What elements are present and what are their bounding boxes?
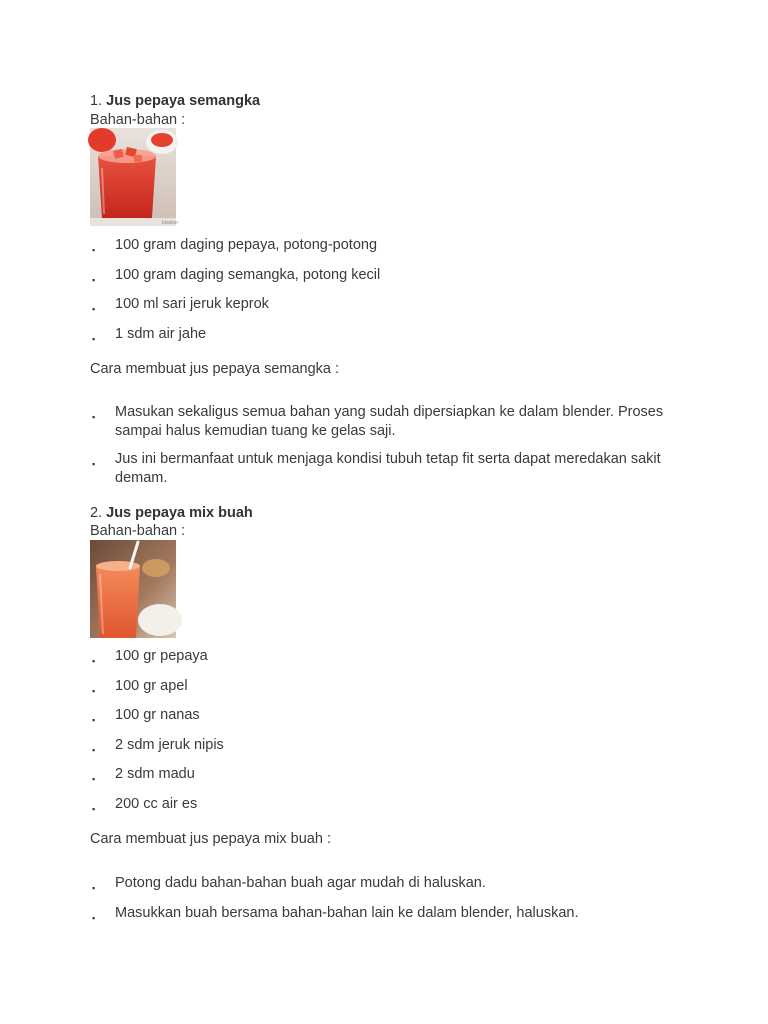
image-watermark: blasker [162, 220, 179, 226]
bullet-icon [92, 682, 95, 701]
bullet-icon [92, 408, 95, 427]
bullet-icon [92, 879, 95, 898]
bullet-icon [92, 741, 95, 760]
bullet-icon [92, 330, 95, 349]
recipe-1-ingredients-label: Bahan-bahan : [90, 112, 186, 128]
ingredient-item: ▪ 100 gr apel [90, 677, 670, 696]
bullet-icon [92, 455, 95, 474]
bullet-icon [92, 770, 95, 789]
recipe-2-photo [90, 540, 176, 638]
recipe-1-title [90, 92, 260, 110]
step-item: ▪ Potong dadu bahan-bahan buah agar mudah di haluskan. [90, 874, 670, 893]
step-item: ▪ Masukan sekaligus semua bahan yang sudah dipersiapkan ke dalam blender. Proses sampai halus kemudian tuang ke gelas saji. [90, 403, 670, 440]
recipe-2-name: Jus pepaya mix buah [106, 505, 253, 521]
recipe-2-title [90, 504, 253, 522]
step-item: ▪ Masukkan buah bersama bahan-bahan lain ke dalam blender, haluskan. [90, 904, 670, 923]
ingredient-item: ▪ 100 gram daging pepaya, potong-potong [90, 236, 670, 255]
recipe-1-name: Jus pepaya semangka [106, 93, 261, 109]
ingredient-item: ▪ 2 sdm madu [90, 765, 670, 784]
ingredient-item: ▪ 100 ml sari jeruk keprok [90, 295, 670, 314]
bullet-icon [92, 652, 95, 671]
step-item: ▪ Jus ini bermanfaat untuk menjaga kondisi tubuh tetap fit serta dapat meredakan sakit demam. [90, 450, 670, 487]
ingredient-item: ▪ 100 gram daging semangka, potong kecil [90, 266, 670, 285]
recipe-2-number: 2. [90, 505, 103, 521]
bullet-icon [92, 271, 95, 290]
papaya-mix-juice-image [90, 540, 176, 638]
ingredient-item: ▪ 100 gr pepaya [90, 647, 670, 666]
papaya-watermelon-juice-image [90, 128, 179, 226]
ingredient-item: ▪ 100 gr nanas [90, 706, 670, 725]
bullet-icon [92, 909, 95, 928]
bullet-icon [92, 711, 95, 730]
recipe-1-method-label: Cara membuat jus pepaya semangka : [90, 361, 340, 377]
recipe-2-ingredients-label: Bahan-bahan : [90, 523, 186, 539]
bullet-icon [92, 300, 95, 319]
recipe-2-method-label: Cara membuat jus pepaya mix buah : [90, 831, 331, 847]
recipe-1-ingredients [90, 236, 670, 343]
recipe-1-steps [90, 403, 670, 487]
ingredient-item: ▪ 1 sdm air jahe [90, 325, 670, 344]
bullet-icon [92, 241, 95, 260]
recipe-2-ingredients [90, 647, 670, 813]
bullet-icon [92, 800, 95, 819]
recipe-2-steps [90, 874, 670, 922]
ingredient-item: ▪ 2 sdm jeruk nipis [90, 736, 670, 755]
ingredient-item: ▪ 200 cc air es [90, 795, 670, 814]
recipe-1-photo [90, 128, 179, 226]
recipe-1-number: 1. [90, 93, 103, 109]
